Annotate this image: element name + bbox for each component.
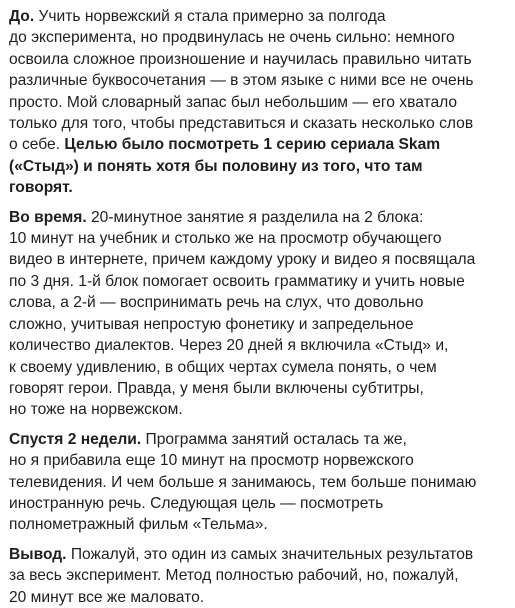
text-run: видео в интернете, причем каждому уроку и видео я посвящала [9,251,476,269]
text-line [9,378,507,399]
text-line [9,177,507,198]
text-run: сложно, учитывая непростую фонетику и запредельное [9,315,414,333]
section-heading: Спустя 2 недели. [9,430,142,448]
text-line [9,271,507,292]
text-run: иностранную речь. Следующая цель — посмотреть [9,494,384,512]
text-run: полнометражный фильм «Тельма». [9,516,268,534]
text-run: за весь эксперимент. Метод полностью рабочий, но, пожалуй, [9,567,459,585]
section-before [9,6,507,199]
section-heading: До. [9,8,35,25]
section-heading: Вывод. [9,545,67,563]
bold-text: говорят. [9,179,73,197]
text-line [9,587,507,608]
text-line [9,335,507,356]
text-line [9,429,507,450]
text-line [9,450,507,471]
text-line [9,357,507,378]
text-line [9,70,507,91]
text-run: о себе. [9,136,65,154]
text-run: освоила сложное произношение и научилась правильно читать [9,50,472,68]
text-run: 20-минутное занятие я разделила на 2 блока: [86,208,424,226]
text-run: количество диалектов. Через 20 дней я включила «Стыд» и, [9,337,449,355]
text-run: но я прибавила еще 10 минут на просмотр норвежского [9,452,414,470]
text-run: только для того, чтобы представиться и сказать несколько слов [9,115,474,133]
text-run: слова, а 2-й — воспринимать речь на слух, что довольно [9,294,424,312]
text-line [9,134,507,155]
text-line [9,249,507,270]
text-line [9,207,507,228]
text-line [9,514,507,535]
text-line [9,565,507,586]
text-run: Учить норвежский я стала примерно за полгода [34,8,386,25]
section-during [9,207,507,421]
text-line [9,6,507,27]
text-run: но тоже на норвежском. [9,401,183,419]
section-conclusion [9,544,507,608]
text-line [9,49,507,70]
text-run: до эксперимента, но продвинулась не очень сильно: немного [9,29,455,47]
text-run: Пожалуй, это один из самых значительных результатов [66,545,474,563]
text-line [9,544,507,565]
text-run: просто. Мой словарный запас был небольшим — его хватало [9,93,458,111]
text-line [9,399,507,420]
text-run: к своему удивлению, в общих чертах сумела понять, о чем [9,358,437,376]
text-run: 10 минут на учебник и столько же на просмотр обучающего [9,230,442,248]
text-line [9,472,507,493]
text-run: говорят герои. Правда, у меня были включены субтитры, [9,379,424,397]
bold-text: («Стыд») и понять хотя бы половину из того, что там [9,157,423,175]
text-line [9,113,507,134]
text-line [9,228,507,249]
text-line [9,92,507,113]
text-run: различные буквосочетания — в этом языке с ними все не очень [9,72,474,90]
text-run: по 3 дня. 1-й блок помогает освоить грамматику и учить новые [9,272,465,290]
section-after-two-weeks [9,429,507,536]
text-line [9,27,507,48]
section-heading: Во время. [9,208,87,226]
text-line [9,314,507,335]
text-line [9,156,507,177]
bold-text: Целью было посмотреть 1 серию сериала Skam [64,136,441,154]
text-line [9,493,507,514]
text-run: 20 минут все же маловато. [9,588,205,606]
text-run: телевидения. И чем больше я занимаюсь, тем больше понимаю [9,473,477,491]
text-line [9,292,507,313]
text-run: Программа занятий осталась та же, [141,430,407,448]
